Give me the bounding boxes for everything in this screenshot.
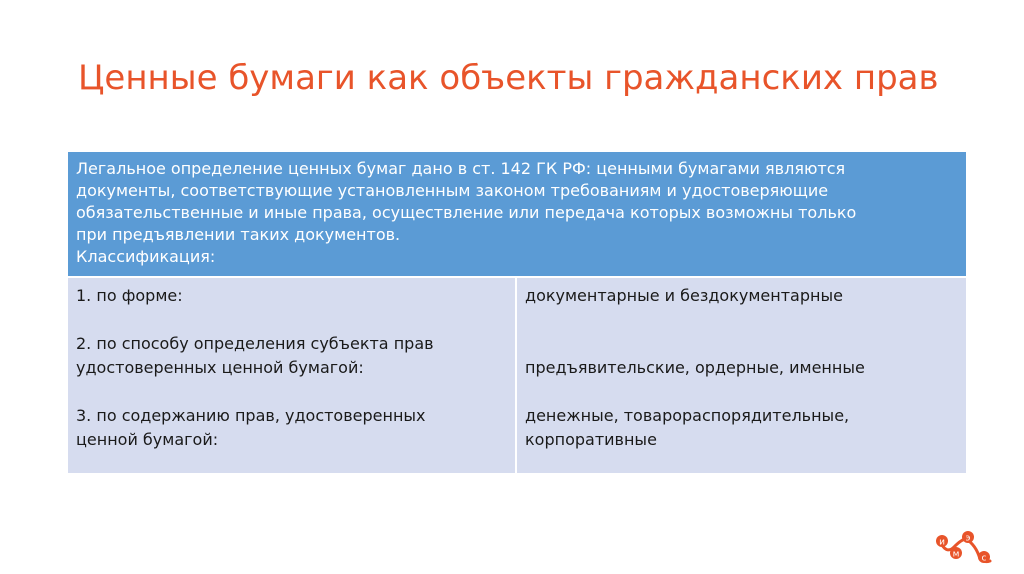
logo-letter: и <box>939 537 945 548</box>
securities-table <box>68 152 966 473</box>
imes-logo <box>932 527 996 567</box>
type-subject: предъявительские, ордерные, именные <box>525 358 865 377</box>
criterion-content-cont: ценной бумагой: <box>76 430 219 449</box>
definition-line: обязательственные и иные права, осуществление или передача которых возможны только <box>76 203 857 222</box>
logo-letter: м <box>952 549 960 560</box>
definition-cell <box>68 152 966 277</box>
type-content: денежные, товарораспорядительные, <box>525 406 850 425</box>
classification-label: Классификация: <box>76 247 216 266</box>
criterion-subject: 2. по способу определения субъекта прав <box>76 334 434 353</box>
definition-line: документы, соответствующие установленным законом требованиям и удостоверяющие <box>76 181 829 200</box>
classification-row <box>68 277 966 473</box>
criterion-content: 3. по содержанию прав, удостоверенных <box>76 406 426 425</box>
criterion-form: 1. по форме: <box>76 286 183 305</box>
criteria-cell <box>68 277 516 473</box>
type-form: документарные и бездокументарные <box>525 286 843 305</box>
definition-row <box>68 152 966 277</box>
logo-letter: с <box>981 553 987 564</box>
types-cell <box>516 277 966 473</box>
logo-letter: э <box>965 533 971 544</box>
definition-line: Легальное определение ценных бумаг дано в ст. 142 ГК РФ: ценными бумагами являются <box>76 159 846 178</box>
slide-title: Ценные бумаги как объекты гражданских прав <box>78 58 939 98</box>
criterion-subject-cont: удостоверенных ценной бумагой: <box>76 358 364 377</box>
type-content-cont: корпоративные <box>525 430 657 449</box>
definition-line: при предъявлении таких документов. <box>76 225 401 244</box>
